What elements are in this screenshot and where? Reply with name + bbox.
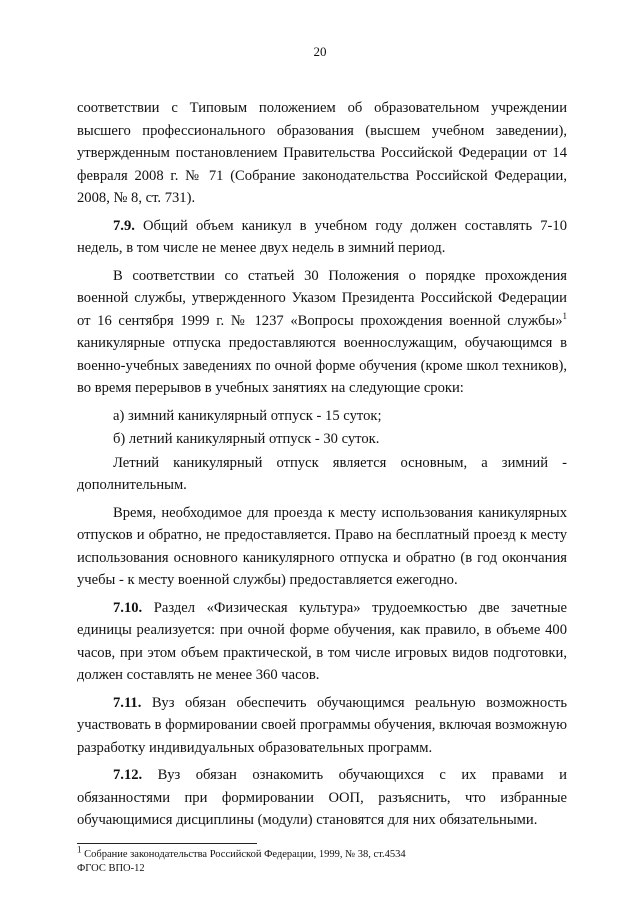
footnote-divider <box>77 843 257 844</box>
clause-text: Общий объем каникул в учебном году должен составлять 7-10 недель, в том числе не менее двух недель в зимний период. <box>77 217 567 256</box>
page-number: 20 <box>313 44 327 59</box>
paragraph-text: каникулярные отпуска предоставляются военнослужащим, обучающимся в военно-учебных заведениях по очной форме обучения (кроме школ техников), во время перерывов в учебных занятиях на следующие сроки: <box>77 335 567 396</box>
clause-text: Раздел «Физическая культура» трудоемкостью две зачетные единицы реализуется: при очной форме обучения, как правило, в объеме 400 часов, при этом объем практической, в том числе игровых видов подготовки, должен составлять не менее 360 часов. <box>77 599 567 683</box>
list-item-summer-leave: б) летний каникулярный отпуск - 30 суток. <box>113 431 380 447</box>
document-body <box>77 97 567 837</box>
paragraph-leave-types: Летний каникулярный отпуск является основным, а зимний - дополнительным. <box>77 454 567 493</box>
clause-number: 7.9. <box>113 217 135 234</box>
paragraph-text: соответствии с Типовым положением об образовательном учреждении высшего профессионального образования (высшем учебном заведении), утвержденным постановлением Правительства Российской Федерации от 14 февраля 2008 г. № 71 (Собрание законодательства Российской Федерации, 2008, № 8, ст. 731). <box>77 100 567 206</box>
clause-7-10 <box>77 597 567 687</box>
footnote-marker: 1 <box>77 844 82 855</box>
footnote <box>77 844 567 862</box>
clause-number: 7.11. <box>113 694 142 711</box>
clause-text: Вуз обязан ознакомить обучающихся с их правами и обязанностями при формировании ООП, разъяснить, что избранные обучающимися дисциплины (модули) становятся для них обязательными. <box>77 767 567 828</box>
footer-document-code: ФГОС ВПО-12 <box>77 863 145 874</box>
clause-text: Вуз обязан обеспечить обучающимся реальную возможность участвовать в формировании своей программы обучения, включая возможную разработку индивидуальных образовательных программ. <box>77 694 567 756</box>
list-item-winter-leave: а) зимний каникулярный отпуск - 15 суток; <box>113 407 382 424</box>
footnote-reference: 1 <box>562 310 567 321</box>
paragraph-text: В соответствии со статьей 30 Положения о порядке прохождения военной службы, утвержденного Указом Президента Российской Федерации от 16 сентября 1999 г. № 1237 «Вопросы прохождения военной службы» <box>77 267 567 329</box>
paragraph-continuation <box>77 97 567 210</box>
clause-number: 7.12. <box>113 767 143 783</box>
paragraph-travel-time: Время, необходимое для проезда к месту использования каникулярных отпусков и обратно, не предоставляется. Право на бесплатный проезд к месту использования основного каникулярного отпуска и обратно (в год окончания учебы - к месту военной службы) предоставляется ежегодно. <box>77 504 567 588</box>
clause-number: 7.10. <box>113 599 143 616</box>
clause-7-9 <box>77 215 567 260</box>
clause-7-11 <box>77 692 567 760</box>
clause-7-12 <box>77 764 567 832</box>
footnote-text: Собрание законодательства Российской Федерации, 1999, № 38, ст.4534 <box>84 849 406 860</box>
paragraph-military-leave <box>77 265 567 400</box>
